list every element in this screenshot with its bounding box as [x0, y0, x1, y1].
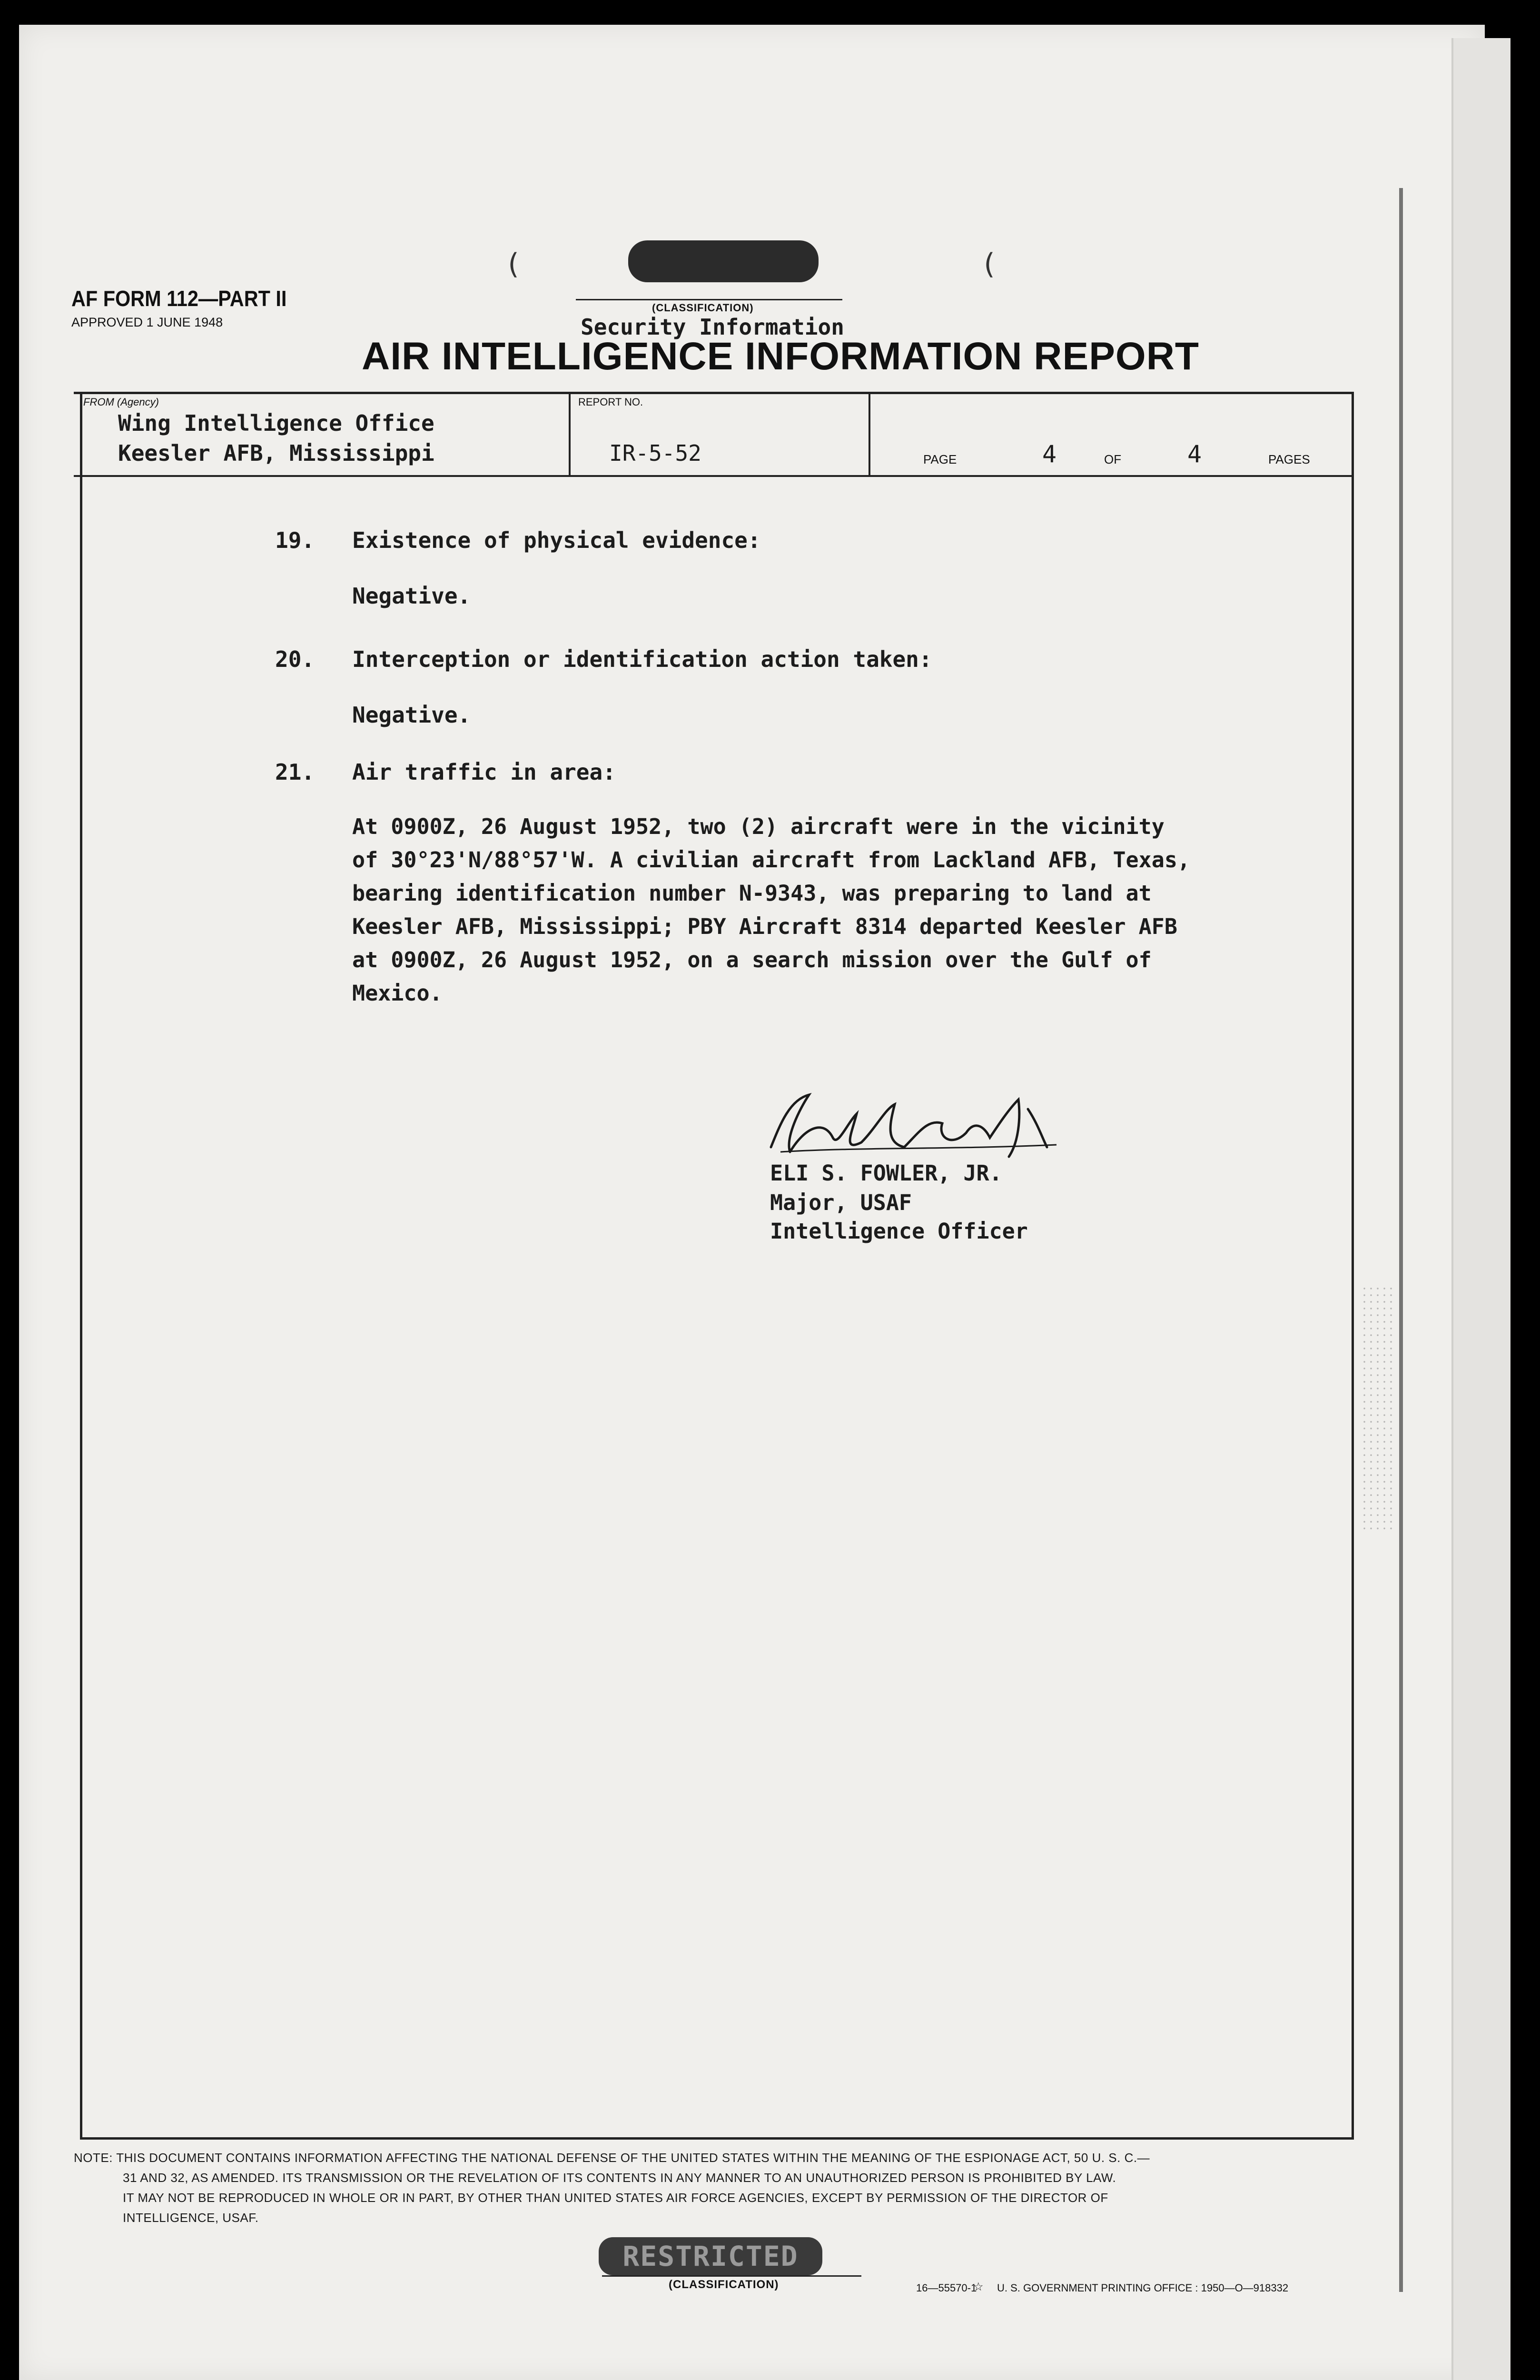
form-number: AF FORM 112—PART II [71, 286, 287, 311]
of-label: OF [1104, 452, 1122, 466]
handwritten-signature [761, 1081, 1066, 1161]
total-pages: 4 [1187, 440, 1202, 468]
item-19-number: 19. [275, 527, 315, 553]
signer-title: Intelligence Officer [770, 1219, 1028, 1244]
from-agency-line1: Wing Intelligence Office [118, 410, 434, 436]
header-top-rule [74, 392, 1354, 394]
star-icon: ☆ [973, 2281, 984, 2293]
paragraph-line: bearing identification number N-9343, was preparing to land at [352, 881, 1152, 906]
report-title: AIR INTELLIGENCE INFORMATION REPORT [362, 335, 1200, 378]
paragraph-line: At 0900Z, 26 August 1952, two (2) aircraft were in the vicinity [352, 814, 1165, 839]
paren-left: ( [504, 248, 522, 281]
item-20-number: 20. [275, 646, 315, 672]
from-agency-line2: Keesler AFB, Mississippi [118, 440, 434, 466]
approved-date: APPROVED 1 JUNE 1948 [71, 315, 223, 329]
printing-office: U. S. GOVERNMENT PRINTING OFFICE : 1950—O—918332 [997, 2282, 1289, 2294]
scan-speckle [1361, 1285, 1394, 1533]
classification-caption-top: (CLASSIFICATION) [652, 302, 754, 314]
footer-note-line: IT MAY NOT BE REPRODUCED IN WHOLE OR IN PART, BY OTHER THAN UNITED STATES AIR FORCE AGENCIES, EXCEPT BY PERMISSION OF THE DIRECTOR OF [123, 2191, 1108, 2205]
top-classification-stamp [628, 240, 819, 282]
page-edge-shadow [1399, 188, 1403, 2292]
header-divider-1 [569, 392, 571, 475]
classification-rule [576, 299, 842, 300]
report-number: IR-5-52 [609, 440, 701, 466]
bottom-classification-stamp: RESTRICTED [599, 2237, 822, 2275]
item-20-heading: Interception or identification action taken: [352, 646, 932, 672]
frame-left [80, 392, 82, 2139]
signer-rank: Major, USAF [770, 1190, 912, 1215]
paragraph-line: Mexico. [352, 981, 443, 1006]
paren-right: ( [980, 248, 998, 281]
page-label: PAGE [923, 452, 957, 466]
security-information: Security Information [581, 314, 844, 340]
report-no-label: REPORT NO. [578, 396, 643, 408]
footer-note-line: INTELLIGENCE, USAF. [123, 2211, 259, 2225]
footer-note-line: NOTE: THIS DOCUMENT CONTAINS INFORMATION AFFECTING THE NATIONAL DEFENSE OF THE UNITED STATES WITHIN THE MEANING OF THE ESPIONAGE ACT, 50 U. S. C.— [74, 2151, 1150, 2165]
frame-right [1352, 392, 1354, 2139]
item-21-heading: Air traffic in area: [352, 759, 616, 785]
item-19-heading: Existence of physical evidence: [352, 527, 761, 553]
header-bottom-rule [74, 475, 1354, 477]
paragraph-line: of 30°23'N/88°57'W. A civilian aircraft from Lackland AFB, Texas, [352, 847, 1190, 873]
page-number: 4 [1042, 440, 1057, 468]
footer-note-line: 31 AND 32, AS AMENDED. ITS TRANSMISSION OR THE REVELATION OF ITS CONTENTS IN ANY MANNER TO AN UNAUTHORIZED PERSON IS PROHIBITED BY LAW. [123, 2171, 1116, 2185]
item-21-number: 21. [275, 759, 315, 785]
frame-bottom [80, 2137, 1354, 2140]
paragraph-line: Keesler AFB, Mississippi; PBY Aircraft 8314 departed Keesler AFB [352, 914, 1177, 939]
signer-name: ELI S. FOWLER, JR. [770, 1160, 1002, 1186]
paragraph-line: at 0900Z, 26 August 1952, on a search mission over the Gulf of [352, 947, 1152, 972]
bottom-classification-rule [602, 2275, 861, 2277]
item-20-answer: Negative. [352, 702, 471, 728]
from-label: FROM (Agency) [83, 396, 159, 408]
underlying-sheet [1451, 38, 1510, 2380]
form-code: 16—55570-1 [916, 2282, 977, 2294]
pages-label: PAGES [1268, 452, 1310, 466]
header-divider-2 [869, 392, 870, 475]
classification-caption-bottom: (CLASSIFICATION) [669, 2278, 779, 2291]
item-19-answer: Negative. [352, 583, 471, 609]
